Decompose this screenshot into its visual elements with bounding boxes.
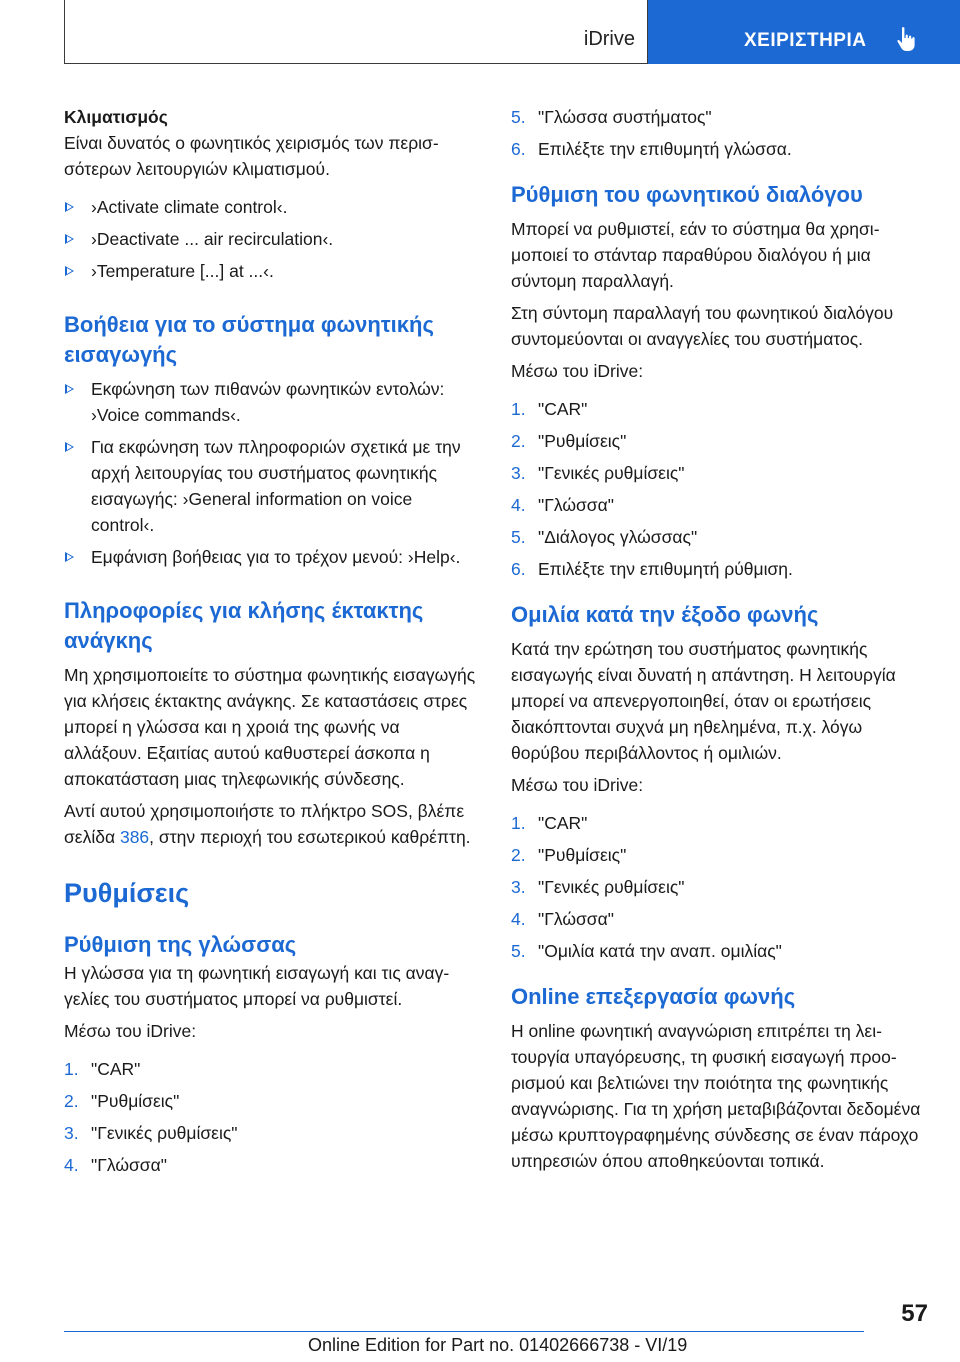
- step-number: 2.: [64, 1091, 79, 1111]
- triangle-bullet-icon: [65, 202, 74, 212]
- section-title: iDrive: [583, 28, 635, 50]
- emergency-heading: Πληροφορίες για κλήσης έκτακτης ανάγκης: [64, 598, 424, 653]
- triangle-bullet-icon: [65, 384, 74, 394]
- page-link[interactable]: 386: [119, 827, 150, 847]
- step-number: 1.: [64, 1059, 79, 1079]
- step-number: 3.: [511, 877, 526, 897]
- step-text: "Γλώσσα": [91, 1155, 167, 1175]
- list-item: [64, 194, 476, 220]
- step-text: "Διάλογος γλώσσας": [538, 527, 698, 547]
- step-number: 6.: [511, 139, 526, 159]
- list-item: [511, 906, 923, 932]
- step-number: 4.: [511, 495, 526, 515]
- bullet-text: Εμφάνιση βοήθειας για το τρέχον μενού: ›Help‹.: [91, 547, 461, 567]
- step-text: "Ρυθμίσεις": [91, 1091, 180, 1111]
- list-item: [511, 492, 923, 518]
- sos-text-post: , στην περιοχή του εσωτερικού καθρέπτη.: [149, 827, 471, 847]
- step-number: 6.: [511, 559, 526, 579]
- edition-text: Online Edition for Part no. 01402666738 - VI/19: [308, 1335, 688, 1355]
- list-item: [511, 810, 923, 836]
- climate-text: Είναι δυνατός ο φωνητικός χειρισμός των περισσότερων λειτουργιών κλιματισμού.: [64, 133, 439, 179]
- list-item: [511, 104, 923, 130]
- list-item: [64, 1088, 476, 1114]
- list-item: [64, 544, 476, 570]
- right-column: [511, 104, 923, 1174]
- list-item: [64, 376, 476, 428]
- triangle-bullet-icon: [65, 442, 74, 452]
- triangle-bullet-icon: [65, 552, 74, 562]
- settings-heading: Ρυθμίσεις: [64, 878, 190, 908]
- left-column: [64, 104, 476, 1184]
- step-text: "Γλώσσα συστήματος": [538, 107, 712, 127]
- header-frame: [64, 0, 648, 64]
- dialog-text-2: Στη σύντομη παραλλαγή του φωνητικού διαλόγου συντομεύονται οι αναγγελίες του συστήματος.: [511, 303, 894, 349]
- dialog-heading: Ρύθμιση του φωνητικού διαλόγου: [511, 182, 863, 207]
- step-text: "CAR": [538, 813, 588, 833]
- list-item: [511, 460, 923, 486]
- list-item: [64, 434, 476, 538]
- idrive-via-text: Μέσω του iDrive:: [511, 361, 644, 381]
- emergency-text-sos: [64, 798, 476, 850]
- step-text: Επιλέξτε την επιθυμητή ρύθμιση.: [538, 559, 793, 579]
- barge-in-text: Κατά την ερώτηση του συστήματος φωνητικής εισαγωγής είναι δυνατή η απάντηση. Η λειτουργία μπορεί να απενεργοποιηθεί, όταν οι ερωτήσεις διακόπτονται συχνά μη ηθελημένα, π.χ. λόγω θορύβου περιβάλλοντος ή ομιλιών.: [511, 639, 896, 763]
- list-item: [511, 874, 923, 900]
- step-text: "Ομιλία κατά την αναπ. ομιλίας": [538, 941, 782, 961]
- online-text: Η online φωνητική αναγνώριση επιτρέπει τη λειτουργία υπαγόρευσης, τη φυσική εισαγωγή προορισμού και βελτιώνει την ποιότητα της φωνητικής αναγνώρισης. Για τη χρήση μεταβιβάζονται δεδομένα μέσω κρυπτογραφημένης σύνδεσης σε έναν πάροχο υπηρεσιών όπου αποθηκεύονται τοπικά.: [511, 1021, 921, 1171]
- list-item: [511, 556, 923, 582]
- step-number: 1.: [511, 813, 526, 833]
- list-item: [64, 1120, 476, 1146]
- step-number: 1.: [511, 399, 526, 419]
- step-text: "CAR": [91, 1059, 141, 1079]
- step-text: "Ρυθμίσεις": [538, 431, 627, 451]
- step-number: 5.: [511, 527, 526, 547]
- online-heading: Online επεξεργασία φωνής: [511, 984, 796, 1009]
- list-item: [64, 1152, 476, 1178]
- list-item: [511, 842, 923, 868]
- bullet-text: ›Deactivate ... air recirculation‹.: [91, 229, 334, 249]
- step-text: "Γλώσσα": [538, 495, 614, 515]
- triangle-bullet-icon: [65, 234, 74, 244]
- chapter-tab-label: ΧΕΙΡΙΣΤΗΡΙΑ: [744, 30, 867, 51]
- step-number: 2.: [511, 431, 526, 451]
- triangle-bullet-icon: [65, 266, 74, 276]
- language-text: Η γλώσσα για τη φωνητική εισαγωγή και τις αναγγελίες του συστήματος μπορεί να ρυθμιστεί.: [64, 963, 450, 1009]
- step-number: 5.: [511, 941, 526, 961]
- step-text: "Γενικές ρυθμίσεις": [91, 1123, 238, 1143]
- step-number: 3.: [64, 1123, 79, 1143]
- idrive-via-text: Μέσω του iDrive:: [511, 775, 644, 795]
- list-item: [511, 938, 923, 964]
- dialog-text: Μπορεί να ρυθμιστεί, εάν το σύστημα θα χρησιμοποιεί το στάνταρ παραθύρου διαλόγου ή μια σύντομη παραλλαγή.: [511, 219, 880, 291]
- barge-in-heading: Ομιλία κατά την έξοδο φωνής: [511, 602, 819, 627]
- list-item: [511, 136, 923, 162]
- step-text: "Γενικές ρυθμίσεις": [538, 877, 685, 897]
- step-number: 4.: [511, 909, 526, 929]
- step-text: "Ρυθμίσεις": [538, 845, 627, 865]
- list-item: [511, 524, 923, 550]
- bullet-text: Εκφώνηση των πιθανών φωνητικών εντολών: ›Voice commands‹.: [91, 379, 445, 425]
- sos-text-pre: Αντί αυτού χρησιμοποιήστε το πλήκτρο SOS, βλέπε σελίδα: [64, 801, 465, 847]
- climate-heading: Κλιματισμός: [64, 107, 168, 127]
- idrive-via-text: Μέσω του iDrive:: [64, 1021, 197, 1041]
- bullet-text: ›Temperature [...] at ...‹.: [91, 261, 274, 281]
- hand-pointer-icon: [896, 26, 920, 52]
- step-text: "CAR": [538, 399, 588, 419]
- step-number: 5.: [511, 107, 526, 127]
- bullet-text: Για εκφώνηση των πληροφοριών σχετικά με την αρχή λειτουργίας του συστήματος φωνητικής εισαγωγής: ›General information on voice control‹.: [91, 437, 461, 535]
- step-number: 2.: [511, 845, 526, 865]
- step-text: "Γενικές ρυθμίσεις": [538, 463, 685, 483]
- step-number: 4.: [64, 1155, 79, 1175]
- step-text: "Γλώσσα": [538, 909, 614, 929]
- help-heading: Βοήθεια για το σύστημα φωνητικής εισαγωγής: [64, 312, 434, 367]
- list-item: [64, 258, 476, 284]
- step-number: 3.: [511, 463, 526, 483]
- list-item: [64, 226, 476, 252]
- list-item: [511, 428, 923, 454]
- list-item: [511, 396, 923, 422]
- page-number: 57: [901, 1300, 928, 1327]
- emergency-text: Μη χρησιμοποιείτε το σύστημα φωνητικής εισαγωγής για κλήσεις έκτακτης ανάγκης. Σε καταστάσεις στρες μπορεί η γλώσσα και η χροιά της φωνής να αλλάξουν. Εξαιτίας αυτού καθυστερεί άσκοπα η αποκατάσταση μιας τηλεφωνικής σύνδεσης.: [64, 665, 476, 789]
- bullet-text: ›Activate climate control‹.: [91, 197, 288, 217]
- footer-divider: [64, 1331, 864, 1332]
- list-item: [64, 1056, 476, 1082]
- language-heading: Ρύθμιση της γλώσσας: [64, 932, 297, 957]
- chapter-tab[interactable]: [648, 0, 960, 64]
- step-text: Επιλέξτε την επιθυμητή γλώσσα.: [538, 139, 792, 159]
